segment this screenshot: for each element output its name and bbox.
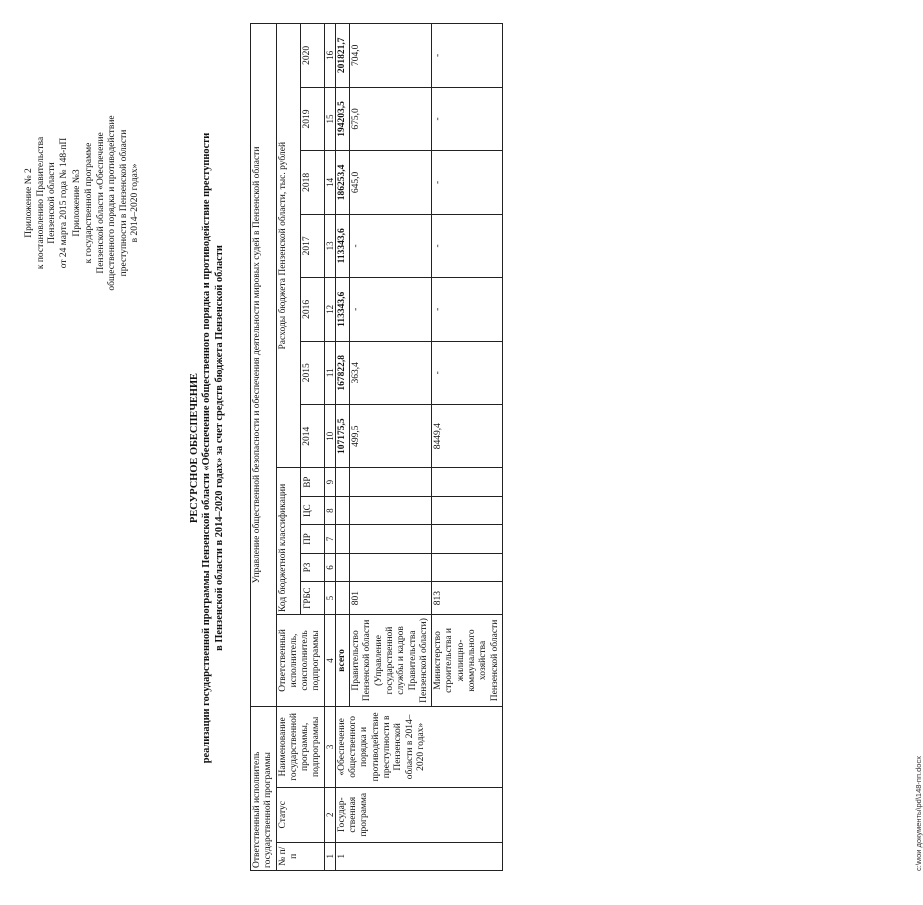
ministry-2015: - bbox=[432, 341, 503, 404]
appendix-block-1 bbox=[24, 53, 70, 353]
appendix-line: к государственной программе bbox=[83, 142, 94, 264]
cell-cs bbox=[350, 496, 432, 524]
column-number: 5 bbox=[324, 582, 335, 615]
cell-rz bbox=[335, 553, 349, 581]
column-number: 13 bbox=[324, 214, 335, 277]
appendix-line: в 2014–2020 годах» bbox=[130, 163, 141, 243]
gov-2017: - bbox=[350, 214, 432, 277]
row-exec-ministry: Министерство строительства и жилищно-коммунального хозяйства Пензенской области bbox=[432, 615, 503, 707]
rotated-landscape-sheet bbox=[12, 13, 923, 893]
total-2020: 201821,7 bbox=[335, 24, 349, 88]
appendix-line: Пензенской области «Обеспечение bbox=[95, 132, 106, 274]
row-exec-total: всего bbox=[335, 615, 349, 707]
responsible-label: Ответственный исполнитель государственной программы bbox=[251, 706, 277, 870]
column-number: 4 bbox=[324, 615, 335, 707]
cell-pr bbox=[335, 525, 349, 553]
cell-rz bbox=[432, 553, 503, 581]
column-number: 6 bbox=[324, 553, 335, 581]
total-2016: 113343,6 bbox=[335, 278, 349, 341]
cell-grbs bbox=[335, 582, 349, 615]
header-pr: ПР bbox=[300, 525, 324, 553]
gov-2015: 363,4 bbox=[350, 341, 432, 404]
header-year-2016: 2016 bbox=[300, 278, 324, 341]
column-number: 9 bbox=[324, 468, 335, 496]
column-number: 10 bbox=[324, 404, 335, 467]
ministry-2018: - bbox=[432, 151, 503, 214]
header-year-2020: 2020 bbox=[300, 24, 324, 88]
header-status: Статус bbox=[276, 787, 324, 842]
appendix-line: преступности в Пензенской области bbox=[118, 129, 129, 277]
header-year-2017: 2017 bbox=[300, 214, 324, 277]
column-number-row bbox=[324, 24, 335, 871]
appendix-line: от 24 марта 2015 года № 148-пП bbox=[58, 137, 69, 269]
ministry-2016: - bbox=[432, 278, 503, 341]
ministry-2017: - bbox=[432, 214, 503, 277]
appendix-line: Приложение № 2 bbox=[24, 168, 34, 238]
cell-vr bbox=[335, 468, 349, 496]
header-num: № п/п bbox=[276, 842, 324, 870]
cell-rz bbox=[350, 553, 432, 581]
row-number: 1 bbox=[335, 842, 502, 870]
column-number: 2 bbox=[324, 787, 335, 842]
header-cs: ЦС bbox=[300, 496, 324, 524]
header-row bbox=[276, 24, 300, 871]
column-number: 8 bbox=[324, 496, 335, 524]
ministry-2020: - bbox=[432, 24, 503, 88]
appendix-line: Приложение №3 bbox=[72, 169, 83, 237]
header-exec: Ответственный исполнитель, соисполнитель подпрограммы bbox=[276, 615, 324, 707]
header-year-2018: 2018 bbox=[300, 151, 324, 214]
cell-cs bbox=[335, 496, 349, 524]
appendix-line: общественного порядка и противодействие bbox=[107, 115, 118, 291]
title-line: реализации государственной программы Пензенской области «Обеспечение общественного порядка и противодействие преступности bbox=[201, 132, 213, 764]
column-number: 1 bbox=[324, 842, 335, 870]
document-title bbox=[189, 63, 226, 833]
resource-table bbox=[250, 23, 503, 871]
ministry-grbs: 813 bbox=[432, 582, 503, 615]
total-2015: 167822,8 bbox=[335, 341, 349, 404]
gov-2019: 675,0 bbox=[350, 87, 432, 150]
footer-file-path: c:\мои документы\pd\148-пп.docx bbox=[914, 756, 923, 871]
gov-2014: 499,5 bbox=[350, 404, 432, 467]
appendix-line: к постановлению Правительства bbox=[35, 136, 46, 270]
row-exec-government: Правительство Пензенской области (Управление государственной службы и кадров Правительства Пензенской области) bbox=[350, 615, 432, 707]
ministry-2019: - bbox=[432, 87, 503, 150]
row-status: Государ-ственная программа bbox=[335, 787, 502, 842]
table-row-total bbox=[335, 24, 349, 871]
header-grbs: ГРБС bbox=[300, 582, 324, 615]
title-heading: РЕСУРСНОЕ ОБЕСПЕЧЕНИЕ bbox=[189, 373, 200, 523]
column-number: 16 bbox=[324, 24, 335, 88]
row-program-name: «Обеспечение общественного порядка и противодействие преступности в Пензенской области в 2014–2020 годах» bbox=[335, 706, 502, 787]
total-2014: 107175,5 bbox=[335, 404, 349, 467]
total-2017: 113343,6 bbox=[335, 214, 349, 277]
column-number: 12 bbox=[324, 278, 335, 341]
header-name: Наименование государственной программы, подпрограммы bbox=[276, 706, 324, 787]
gov-2020: 704,0 bbox=[350, 24, 432, 88]
responsible-row bbox=[251, 24, 277, 871]
responsible-value: Управление общественной безопасности и обеспечения деятельности мировых судей в Пензенской области bbox=[251, 24, 277, 707]
gov-2016: - bbox=[350, 278, 432, 341]
cell-pr bbox=[350, 525, 432, 553]
header-code: Код бюджетной классификации bbox=[276, 468, 300, 615]
column-number: 3 bbox=[324, 706, 335, 787]
header-expenses: Расходы бюджета Пензенской области, тыс. рублей bbox=[276, 24, 300, 468]
cell-vr bbox=[432, 468, 503, 496]
gov-grbs: 801 bbox=[350, 582, 432, 615]
appendix-header bbox=[24, 53, 144, 353]
gov-2018: 645,0 bbox=[350, 151, 432, 214]
header-vr: ВР bbox=[300, 468, 324, 496]
header-year-2019: 2019 bbox=[300, 87, 324, 150]
column-number: 15 bbox=[324, 87, 335, 150]
total-2018: 186253,4 bbox=[335, 151, 349, 214]
cell-vr bbox=[350, 468, 432, 496]
cell-pr bbox=[432, 525, 503, 553]
title-line: в Пензенской области в 2014–2020 годах» за счет средств бюджета Пензенской области bbox=[213, 245, 225, 651]
column-number: 14 bbox=[324, 151, 335, 214]
cell-cs bbox=[432, 496, 503, 524]
column-number: 11 bbox=[324, 341, 335, 404]
appendix-block-2 bbox=[72, 53, 142, 353]
column-number: 7 bbox=[324, 525, 335, 553]
header-year-2015: 2015 bbox=[300, 341, 324, 404]
header-year-2014: 2014 bbox=[300, 404, 324, 467]
appendix-line: Пензенской области bbox=[47, 162, 58, 244]
ministry-2014: 8449,4 bbox=[432, 404, 503, 467]
header-rz: РЗ bbox=[300, 553, 324, 581]
total-2019: 194203,5 bbox=[335, 87, 349, 150]
